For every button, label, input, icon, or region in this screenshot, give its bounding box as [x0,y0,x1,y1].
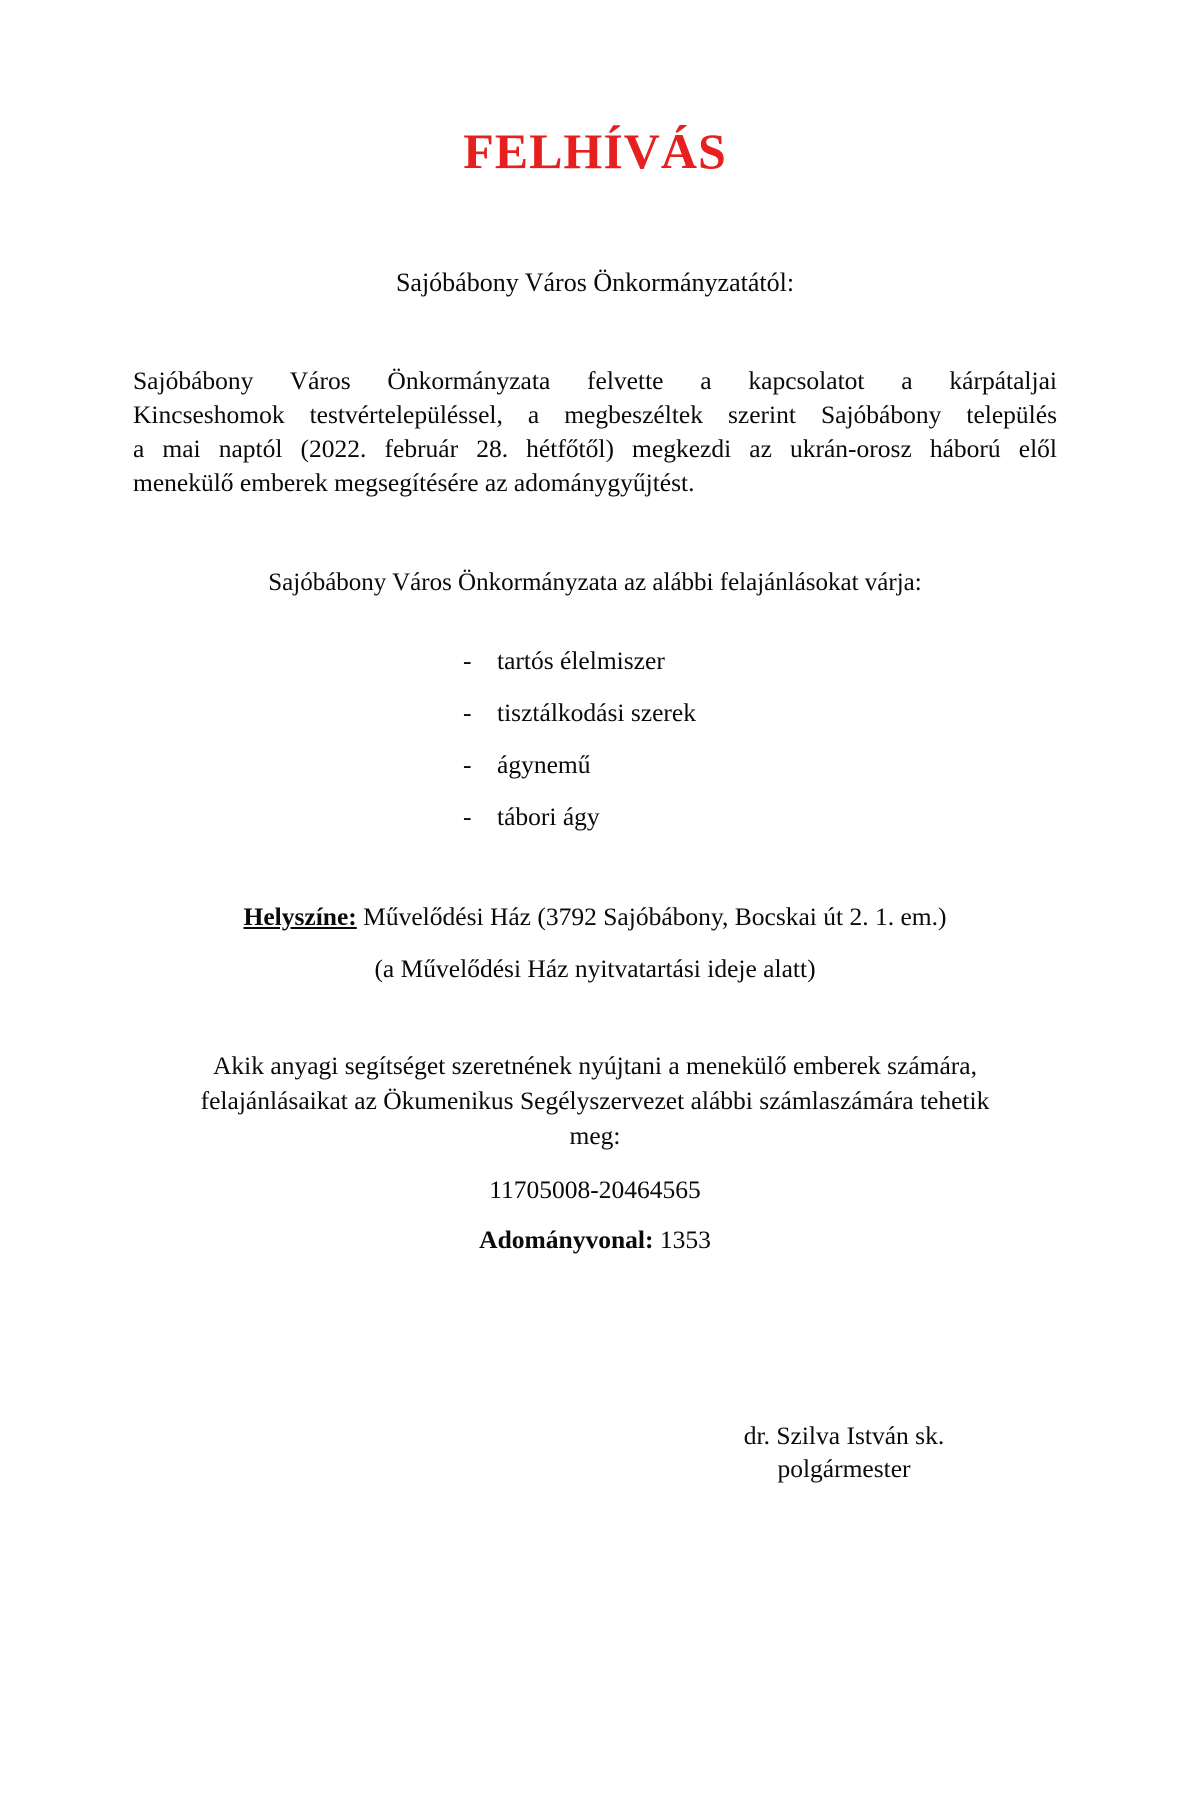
offer-list [133,644,1057,833]
donation-line-text: meg: [569,1121,621,1150]
donation-line-text: Akik anyagi segítséget szeretnének nyújtani a menekülő emberek számára, [213,1051,977,1080]
donation-hotline-label: Adományvonal: [479,1225,654,1254]
signature-title: polgármester [777,1454,911,1483]
intro-line: menekülő emberek megsegítésére az adománygyűjtést. [133,468,695,497]
location-value: Művelődési Ház (3792 Sajóbábony, Bocskai út 2. 1. em.) [363,902,947,931]
offers-heading: Sajóbábony Város Önkormányzata az alábbi felajánlásokat várja: [268,569,922,596]
list-item [133,696,1057,729]
donation-line-text: felajánlásaikat az Ökumenikus Segélyszervezet alábbi számlaszámára tehetik [200,1086,990,1115]
document-title: FELHÍVÁS [463,123,727,179]
list-bullet: - [463,698,472,727]
list-item [133,644,1057,677]
list-bullet: - [463,646,472,675]
account-number: 11705008-20464565 [489,1175,701,1204]
intro-line: a mai naptól (2022. február 28. hétfőtől) megkezdi az ukrán-orosz háború elől [133,434,1057,463]
intro-line: Sajóbábony Város Önkormányzata felvette a kapcsolatot a kárpátaljai [133,366,1057,395]
announcement-document [0,118,1190,1485]
intro-line: Kincseshomok testvértelepüléssel, a megbeszéltek szerint Sajóbábony település [133,400,1057,429]
list-bullet: - [463,802,472,831]
donation-hotline-number: 1353 [659,1225,711,1254]
list-item-label: ágynemű [497,750,591,779]
location-note: (a Művelődési Ház nyitvatartási ideje alatt) [374,954,816,983]
list-item [133,748,1057,781]
list-item-label: tábori ágy [497,802,600,831]
signature-block [694,1419,994,1485]
location-label: Helyszíne: [243,902,357,931]
intro-paragraph [133,364,1057,500]
location-line [133,899,1057,934]
list-item-label: tartós élelmiszer [497,646,665,675]
list-bullet: - [463,750,472,779]
donation-paragraph [133,1048,1057,1153]
donation-hotline [133,1223,1057,1256]
sender-line: Sajóbábony Város Önkormányzatától: [395,268,795,297]
list-item [133,800,1057,833]
signature-name: dr. Szilva István sk. [743,1421,945,1450]
list-item-label: tisztálkodási szerek [497,698,696,727]
